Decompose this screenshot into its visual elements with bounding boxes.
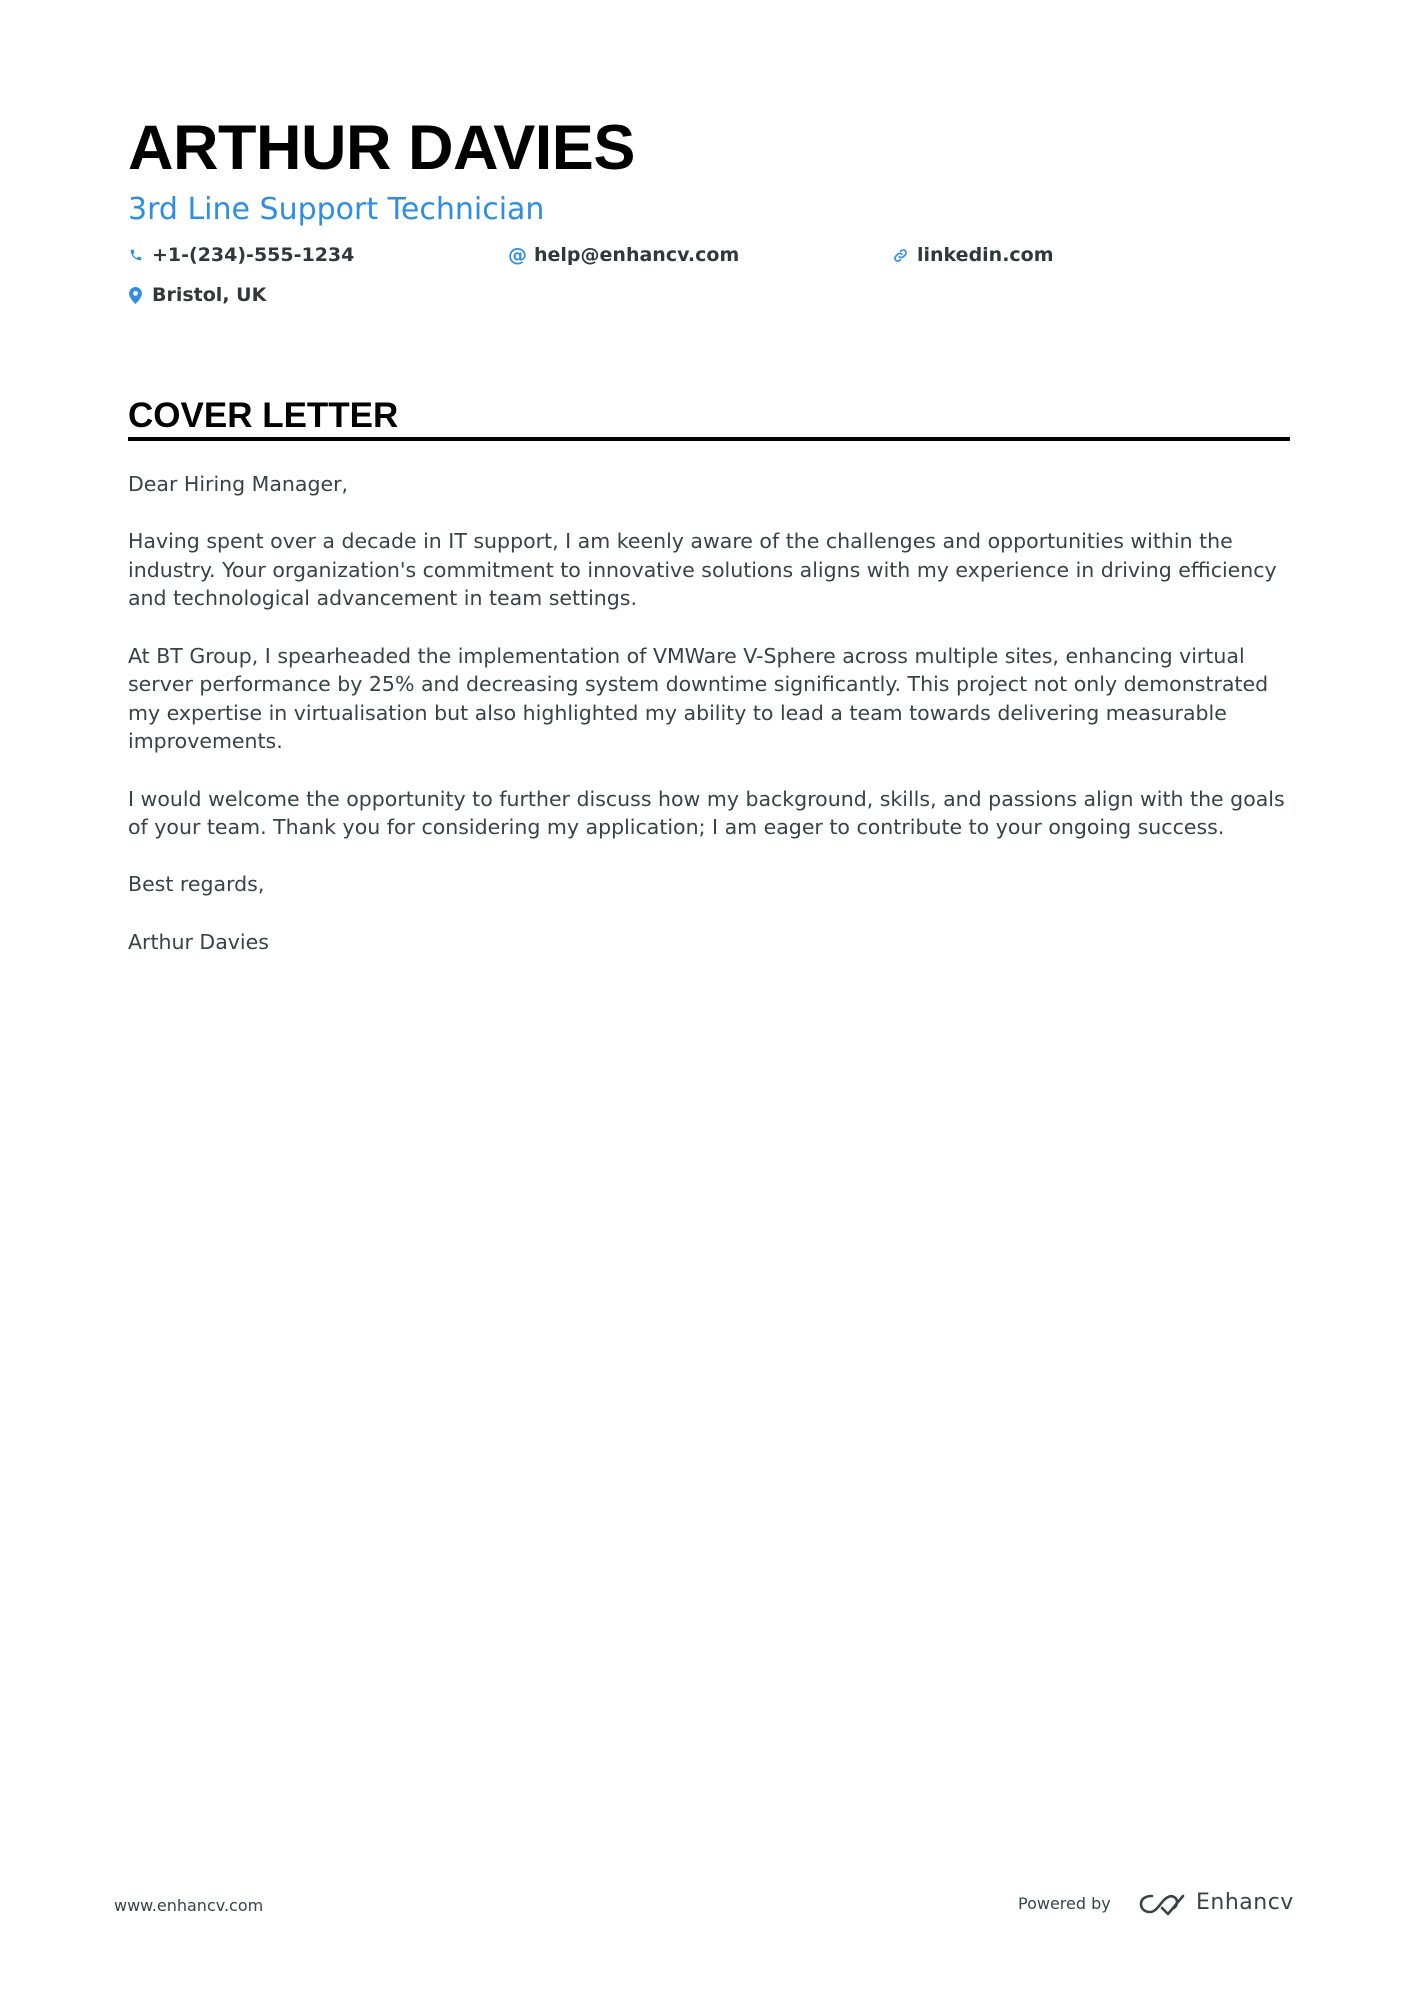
letter-body <box>128 470 1290 985</box>
enhancv-brand-name: Enhancv <box>1196 1890 1294 1915</box>
contact-phone <box>128 240 354 270</box>
powered-by-label: Powered by <box>1018 1894 1111 1913</box>
letter-paragraph: I would welcome the opportunity to further discuss how my background, skills, and passions align with the goals of your team. Thank you for considering my application; I am eager to contribute to your ongoing success. <box>128 786 1285 840</box>
contact-location <box>128 280 266 310</box>
link-icon <box>893 246 908 264</box>
contact-website[interactable] <box>893 240 1054 270</box>
salutation: Dear Hiring Manager, <box>128 472 349 496</box>
letter-paragraph: Having spent over a decade in IT support, I am keenly aware of the challenges and opportunities within the industry. Your organization's commitment to innovative solutions aligns with my experience in driving efficiency and technological advancement in team settings. <box>128 529 1277 611</box>
section-title: COVER LETTER <box>128 396 399 435</box>
footer-url[interactable]: www.enhancv.com <box>114 1896 264 1915</box>
phone-icon <box>128 246 143 264</box>
email-link[interactable]: help@enhancv.com <box>534 244 740 266</box>
phone-text: +1-(234)-555-1234 <box>152 244 355 266</box>
closing: Best regards, <box>128 872 265 897</box>
location-text: Bristol, UK <box>152 284 267 306</box>
enhancv-logo-icon <box>1138 1890 1186 1918</box>
section-divider <box>128 437 1290 441</box>
at-icon: @ <box>508 244 527 266</box>
website-link[interactable]: linkedin.com <box>917 244 1054 266</box>
location-pin-icon <box>128 286 143 304</box>
job-title: 3rd Line Support Technician <box>128 192 545 227</box>
letter-paragraph: At BT Group, I spearheaded the implementation of VMWare V-Sphere across multiple sites, enhancing virtual server performance by 25% and decreasing system downtime significantly. This project not only demonstrated my expertise in virtualisation but also highlighted my ability to lead a team towards delivering measurable improvements. <box>128 643 1269 754</box>
candidate-name: ARTHUR DAVIES <box>128 113 635 183</box>
contact-email[interactable] <box>510 240 739 270</box>
signature: Arthur Davies <box>128 929 269 954</box>
